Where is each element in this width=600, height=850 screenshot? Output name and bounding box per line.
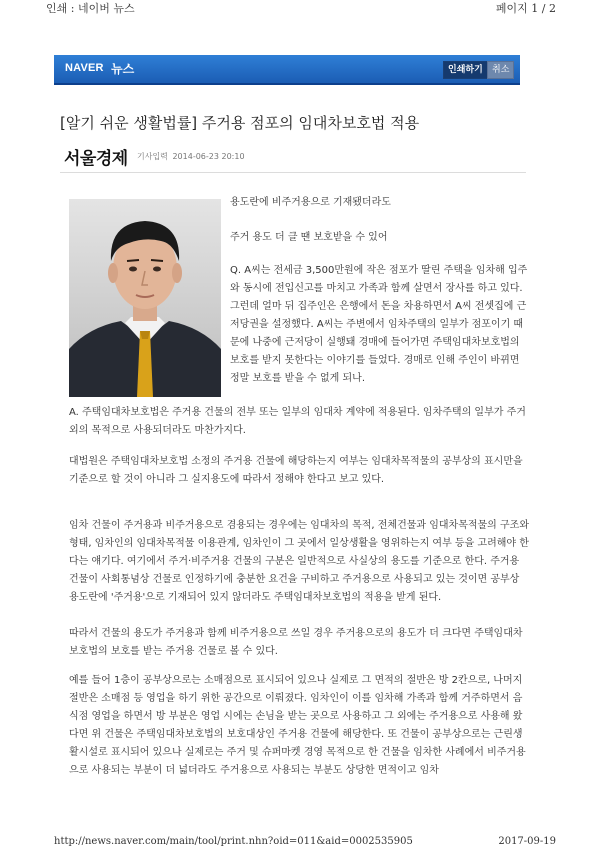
article-title: [알기 쉬운 생활법률] 주거용 점포의 임대차보호법 적용 bbox=[60, 114, 420, 132]
article-date: 2014-06-23 20:10 bbox=[172, 152, 245, 161]
print-date: 2017-09-19 bbox=[498, 836, 556, 847]
body-paragraph-5: 예를 들어 1층이 공부상으로는 소매점으로 표시되어 있으나 실제로 그 면적의 절반은 방 2칸으로, 나머지 절반은 소매점 등 영업을 하기 위한 공간으로 이뤄졌다. 임차인이 이를 임차해 가족과 함께 거주하면서 음식점 영업을 하면서 방 부분은 영업 시에는 손님을 받는 곳으로 사용하고 그 외에는 주거용으로 사용해 왔다면 위 건물은 주택임대차보호법의 보호대상인 주거용 건물에 해당한다. 또 건물이 공부상으로는 근린생활시설로 표시되어 있으나 실제로는 주거 및 슈퍼마켓 경영 목적으로 한 건물을 임차한 사례에서 비주거용으로 사용되는 부분이 더 넓더라도 주거용으로 사용되는 부분도 상당한 면적이고 임차 bbox=[69, 675, 526, 776]
news-section-label[interactable]: 뉴스 bbox=[111, 62, 135, 76]
subheadline-2: 주거 용도 더 클 땐 보호받을 수 있어 bbox=[230, 232, 388, 243]
source-url: http://news.naver.com/main/tool/print.nhn?oid=011&aid=0002535905 bbox=[54, 836, 413, 847]
body-paragraph-4: 따라서 건물의 용도가 주거용과 함께 비주거용으로 쓰일 경우 주거용으로의 용도가 더 크다면 주택임대차보호법의 보호를 받는 주거용 건물로 볼 수 있다. bbox=[69, 628, 523, 657]
body-paragraph-2: 대법원은 주택임대차보호법 소정의 주거용 건물에 해당하는지 여부는 임대차목적물의 공부상의 표시만을 기준으로 할 것이 아니라 그 실지용도에 따라서 정해야 한다고 보고 있다. bbox=[69, 456, 523, 485]
print-button[interactable]: 인쇄하기 bbox=[443, 61, 488, 79]
divider bbox=[60, 172, 526, 173]
page-indicator: 페이지 1 / 2 bbox=[495, 2, 556, 15]
print-header bbox=[44, 0, 556, 14]
reporter-photo bbox=[69, 199, 221, 397]
naver-toolbar bbox=[54, 55, 520, 85]
naver-logo[interactable]: NAVER bbox=[65, 62, 104, 74]
cancel-button[interactable]: 취소 bbox=[487, 61, 514, 79]
print-header-title: 인쇄 : 네이버 뉴스 bbox=[46, 2, 135, 15]
subheadline-1: 용도란에 비주거용으로 기재됐더라도 bbox=[230, 197, 391, 208]
meta-label: 기사입력 bbox=[137, 152, 168, 161]
answer-paragraph: A. 주택임대차보호법은 주거용 건물의 전부 또는 일부의 임대차 계약에 적용된다. 임차주택의 일부가 주거 외의 목적으로 사용되더라도 마찬가지다. bbox=[69, 407, 526, 436]
article-meta bbox=[137, 151, 245, 162]
print-footer bbox=[44, 836, 556, 848]
body-paragraph-3: 임차 건물이 주거용과 비주거용으로 겸용되는 경우에는 임대차의 목적, 전체건물과 임대차목적물의 구조와 형태, 임차인의 임대차목적물 이용관계, 임차인이 그 곳에서 일상생활을 영위하는지 여부 등을 고려해야 한다는 얘기다. 여기에서 주거·비주거용 건물의 구분은 일반적으로 사실상의 용도를 기준으로 한다. 주거용 건물이 사회통념상 건물로 인정하기에 충분한 요건을 구비하고 주거용으로 사용되고 있는 것이면 공부상 용도란에 '주거용'으로 기재되어 있지 않더라도 주택임대차보호법의 적용을 받게 된다. bbox=[69, 520, 530, 603]
reporter-photo-image bbox=[69, 199, 221, 397]
question-paragraph: Q. A씨는 전세금 3,500만원에 작은 점포가 딸린 주택을 임차해 입주와 동시에 전입신고를 마치고 가족과 함께 살면서 장사를 하고 있다. 그런데 얼마 뒤 집주인은 은행에서 돈을 차용하면서 A씨 전셋집에 근저당권을 설정했다. A씨는 주변에서 임차주택의 일부가 점포이기 때문에 나중에 근저당이 실행돼 경매에 들어가면 주택임대차보호법의 보호를 받지 못한다는 이야기를 들었다. 경매로 인해 주인이 바뀌면 정말 보호를 받을 수 없게 되나. bbox=[230, 265, 528, 384]
press-name: 서울경제 bbox=[64, 149, 128, 169]
